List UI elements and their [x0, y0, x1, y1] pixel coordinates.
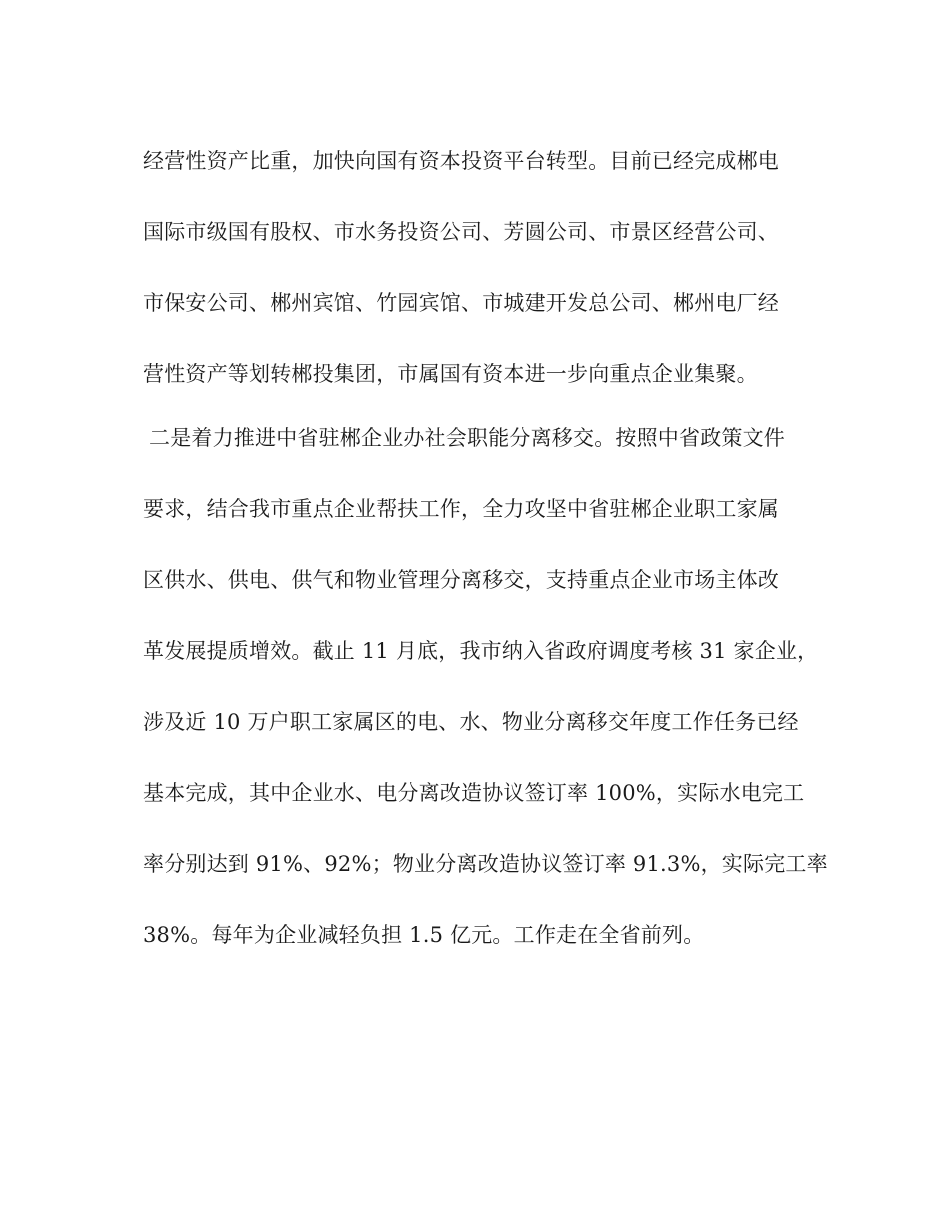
paragraph-1-line-3: 市保安公司、郴州宾馆、竹园宾馆、市城建开发总公司、郴州电厂经	[143, 291, 779, 315]
paragraph-2-line-3: 区供水、供电、供气和物业管理分离移交，支持重点企业市场主体改	[143, 568, 779, 592]
paragraph-2-line-2: 要求，结合我市重点企业帮扶工作，全力攻坚中省驻郴企业职工家属	[143, 497, 779, 521]
paragraph-2-line-6: 基本完成，其中企业水、电分离改造协议签订率 100%，实际水电完工	[143, 781, 805, 805]
paragraph-2-line-4: 革发展提质增效。截止 11 月底，我市纳入省政府调度考核 31 家企业，	[143, 639, 819, 663]
paragraph-1-line-2: 国际市级国有股权、市水务投资公司、芳圆公司、市景区经营公司、	[143, 220, 779, 244]
paragraph-1-line-1: 经营性资产比重，加快向国有资本投资平台转型。目前已经完成郴电	[143, 149, 779, 173]
paragraph-2-line-1: 二是着力推进中省驻郴企业办社会职能分离移交。按照中省政策文件	[149, 426, 785, 450]
paragraph-1-line-4: 营性资产等划转郴投集团，市属国有资本进一步向重点企业集聚。	[143, 362, 758, 386]
paragraph-2-line-7: 率分别达到 91%、92%；物业分离改造协议签订率 91.3%，实际完工率	[143, 852, 828, 876]
paragraph-2-line-8: 38%。每年为企业减轻负担 1.5 亿元。工作走在全省前列。	[143, 923, 705, 947]
paragraph-2-line-5: 涉及近 10 万户职工家属区的电、水、物业分离移交年度工作任务已经	[143, 710, 799, 734]
